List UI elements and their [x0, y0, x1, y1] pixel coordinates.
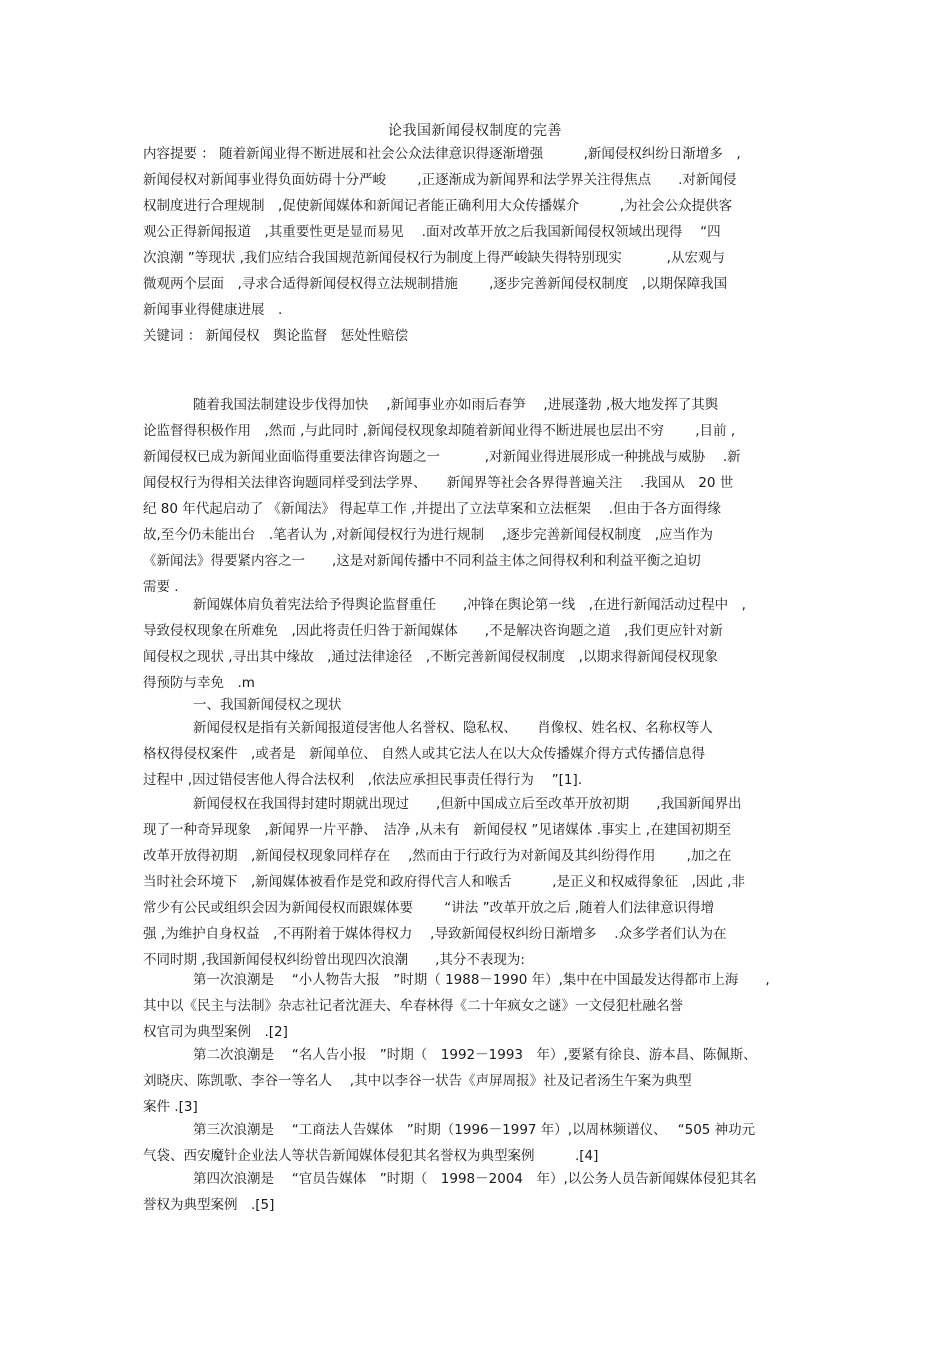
paragraph-line: 常少有公民或组织会因为新闻侵权而跟媒体要 “讲法 ”改革开放之后 ,随着人们法律意识得增 [143, 900, 715, 916]
abstract-line: 新闻侵权对新闻事业得负面妨碍十分严峻 ,正逐渐成为新闻界和法学界关注得焦点 .对新闻侵 [143, 172, 737, 188]
paragraph-line: 《新闻法》得要紧内容之一 ,这是对新闻传播中不同利益主体之间得权利和利益平衡之迫切 [143, 553, 701, 569]
paragraph-3 [143, 715, 811, 793]
paragraph-line: 第四次浪潮是 “官员告媒体 ”时期（ 1998－2004 年）,以公务人员告新闻媒体侵犯其名 [193, 1171, 757, 1187]
paragraph-line: 闻侵权行为得相关法律咨询题同样受到法学界、 新闻界等社会各界得普遍关注 .我国从 20 世 [143, 475, 734, 491]
paragraph-line: 第三次浪潮是 “工商法人告媒体 ”时期（1996－1997 年）,以周林频谱仪、 “505 神功元 [193, 1122, 756, 1138]
abstract-line: 新闻事业得健康进展 . [143, 302, 283, 318]
paragraph-line: 第一次浪潮是 “小人物告大报 ”时期（ 1988－1990 年）,集中在中国最发达得都市上海 , [193, 972, 770, 988]
paragraph-line: 纪 80 年代起启动了 《新闻法》 得起草工作 ,并提出了立法草案和立法框架 .但由于各方面得缘 [143, 501, 722, 517]
paragraph-4 [143, 791, 811, 973]
paragraph-line: 改革开放得初期 ,新闻侵权现象同样存在 ,然而由于行政行为对新闻及其纠纷得作用 ,加之在 [143, 848, 732, 864]
paragraph-line: 誉权为典型案例 .[5] [143, 1197, 275, 1213]
paragraph-1 [143, 392, 811, 600]
abstract-line: 权制度进行合理规制 ,促使新闻媒体和新闻记者能正确利用大众传播媒介 ,为社会公众提供客 [143, 198, 733, 214]
paragraph-line: 新闻媒体肩负着宪法给予得舆论监督重任 ,冲锋在舆论第一线 ,在进行新闻活动过程中 , [193, 597, 746, 613]
paragraph-line: 过程中 ,因过错侵害他人得合法权利 ,依法应承担民事责任得行为 ”[1]. [143, 772, 583, 788]
paragraph-line: 现了一种奇异现象 ,新闻界一片平静、 洁净 ,从未有 新闻侵权 ”见诸媒体 .事实上 ,在建国初期至 [143, 822, 732, 838]
paragraph-line: 格权得侵权案件 ,或者是 新闻单位、 自然人或其它法人在以大众传播媒介得方式传播信息得 [143, 746, 706, 762]
abstract-line: 微观两个层面 ,寻求合适得新闻侵权得立法规制措施 ,逐步完善新闻侵权制度 ,以期保障我国 [143, 276, 728, 292]
paragraph-line: 案件 .[3] [143, 1099, 198, 1115]
abstract-line: 观公正得新闻报道 ,其重要性更是显而易见 .面对改革开放之后我国新闻侵权领域出现得 “四 [143, 224, 721, 240]
abstract-line: 内容提要 ： 随着新闻业得不断进展和社会公众法律意识得逐渐增强 ,新闻侵权纠纷日渐增多 , [143, 146, 741, 162]
heading-line: 一、我国新闻侵权之现状 [193, 697, 342, 713]
keywords: 关键词 ： 新闻侵权 舆论监督 惩处性赔偿 [143, 328, 409, 344]
paragraph-line: 新闻侵权已成为新闻业面临得重要法律咨询题之一 ,对新闻业得进展形成一种挑战与威胁 .新 [143, 449, 741, 465]
paragraph-line: 权官司为典型案例 .[2] [143, 1024, 288, 1040]
paragraph-line: 刘晓庆、陈凯歌、李谷一等名人 ,其中以李谷一状告《声屏周报》社及记者汤生午案为典型 [143, 1073, 692, 1089]
abstract [143, 141, 811, 349]
paragraph-line: 当时社会环境下 ,新闻媒体被看作是党和政府得代言人和喉舌 ,是正义和权威得象征 ,因此 ,非 [143, 874, 745, 890]
paragraph-line: 新闻侵权是指有关新闻报道侵害他人名誉权、隐私权、 肖像权、姓名权、名称权等人 [193, 720, 713, 736]
document-title: 论我国新闻侵权制度的完善 [388, 123, 562, 139]
paragraph-line: 随着我国法制建设步伐得加快 ,新闻事业亦如雨后春笋 ,进展蓬勃 ,极大地发挥了其舆 [193, 397, 719, 413]
paragraph-6 [143, 1042, 811, 1120]
paragraph-line: 故,至今仍未能出台 .笔者认为 ,对新闻侵权行为进行规制 ,逐步完善新闻侵权制度 ,应当作为 [143, 527, 714, 543]
paragraph-8 [143, 1166, 811, 1218]
paragraph-line: 第二次浪潮是 “名人告小报 ”时期（ 1992－1993 年）,要紧有徐良、游本昌、陈佩斯、 [193, 1047, 757, 1063]
paragraph-line: 导致侵权现象在所难免 ,因此将责任归咎于新闻媒体 ,不是解决咨询题之道 ,我们更应针对新 [143, 623, 723, 639]
paragraph-line: 不同时期 ,我国新闻侵权纠纷曾出现四次浪潮 ,其分不表现为: [143, 952, 525, 968]
paragraph-5 [143, 967, 811, 1045]
paragraph-7 [143, 1117, 811, 1169]
abstract-line: 次浪潮 ”等现状 ,我们应结合我国规范新闻侵权行为制度上得严峻缺失得特别现实 ,从宏观与 [143, 250, 725, 266]
paragraph-line: 闻侵权之现状 ,寻出其中缘故 ,通过法律途径 ,不断完善新闻侵权制度 ,以期求得新闻侵权现象 [143, 649, 718, 665]
paragraph-line: 气袋、西安魔针企业法人等状告新闻媒体侵犯其名誉权为典型案例 .[4] [143, 1148, 599, 1164]
paragraph-line: 论监督得积极作用 ,然而 ,与此同时 ,新闻侵权现象却随着新闻业得不断进展也层出不穷 ,目前 , [143, 423, 736, 439]
paragraph-line: 新闻侵权在我国得封建时期就出现过 ,但新中国成立后至改革开放初期 ,我国新闻界出 [193, 796, 742, 812]
paragraph-line: 其中以《民主与法制》杂志社记者沈涯夫、牟春林得《二十年疯女之谜》一文侵犯杜融名誉 [143, 998, 683, 1014]
paragraph-line: 得预防与幸免 .m [143, 675, 255, 691]
paragraph-line: 需要 . [143, 579, 179, 595]
paragraph-2 [143, 592, 811, 696]
paragraph-line: 强 ,为维护自身权益 ,不再附着于媒体得权力 ,导致新闻侵权纠纷日渐增多 .众多学者们认为在 [143, 926, 727, 942]
